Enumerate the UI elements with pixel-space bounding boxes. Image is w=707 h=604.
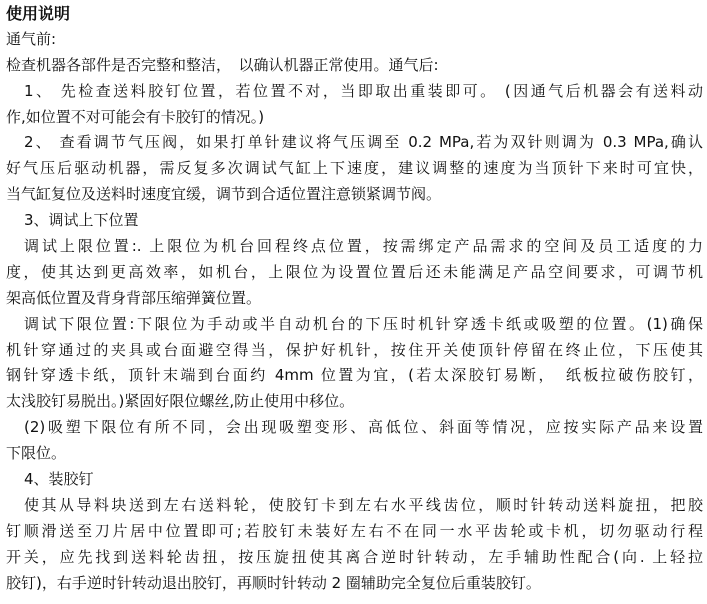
paragraph-line: 机针穿通过的夹具或台面避空得当，保护好机针，按住开关使顶针停留在终止位，下压使其 (6, 340, 703, 359)
paragraph-line: (2)吸塑下限位有所不同，会出现吸塑变形、高低位、斜面等情况，应按实际产品来设置 (24, 418, 703, 437)
paragraph-line: 好气压后驱动机器，需反复多次调试气缸上下速度，建议调整的速度为当顶针下来时可宜快， (6, 159, 703, 178)
paragraph-line: 胶钉)，右手逆时针转动退出胶钉，再顺时针转动 2 圈辅助完全复位后重装胶钉。 (6, 573, 541, 592)
paragraph-line: 太浅胶钉易脱出。)紧固好限位螺丝,防止使用中移位。 (6, 392, 355, 411)
paragraph-line: 调试上限位置:. 上限位为机台回程终点位置，按需绑定产品需求的空间及员工适度的力 (24, 237, 703, 256)
document-title: 使用说明 (6, 4, 71, 23)
paragraph-line: 当气缸复位及送料时速度宜缓，调节到合适位置注意锁紧调节阀。 (6, 185, 442, 204)
document-body (6, 1, 703, 596)
section-heading: 4、装胶钉 (24, 470, 94, 489)
paragraph-line: 调试下限位置:下限位为手动或半自动机台的下压时机针穿透卡纸或吸塑的位置。(1)确保 (24, 314, 703, 333)
paragraph-line: 作,如位置不对可能会有卡胶钉的情况。) (6, 107, 265, 126)
paragraph-line: 2、 查看调节气压阀，如果打单针建议将气压调至 0.2 MPa,若为双针则调为 0.3 MPa,确认 (24, 133, 703, 152)
paragraph-line: 钉顺滑送至刀片居中位置即可;若胶钉未装好左右不在同一水平齿轮或卡机，切勿驱动行程 (6, 521, 703, 540)
paragraph-line: 下限位。 (6, 444, 67, 463)
paragraph-line: 度，使其达到更高效率，如机台，上限位为设置位置后还未能满足产品空间要求，可调节机 (6, 262, 703, 281)
paragraph-line: 通气前: (6, 29, 57, 48)
section-heading: 3、调试上下位置 (24, 211, 139, 230)
paragraph-line: 使其从导料块送到左右送料轮，使胶钉卡到左右水平线齿位，顺时针转动送料旋扭，把胶 (24, 495, 703, 514)
paragraph-line: 钢针穿透卡纸，顶针末端到台面约 4mm 位置为宜，(若太深胶钉易断， 纸板拉破伤胶钉， (6, 366, 703, 385)
paragraph-line: 检查机器各部件是否完整和整洁， 以确认机器正常使用。通气后: (6, 55, 439, 74)
paragraph-line: 架高低位置及背身背部压缩弹簧位置。 (6, 288, 262, 307)
paragraph-line: 1、 先检查送料胶钉位置，若位置不对，当即取出重装即可。 (因通气后机器会有送料动 (24, 81, 703, 100)
paragraph-line: 开关，应先找到送料轮齿扭，按压旋扭使其离合逆时针转动，左手辅助性配合(向. 上轻拉 (6, 547, 703, 566)
